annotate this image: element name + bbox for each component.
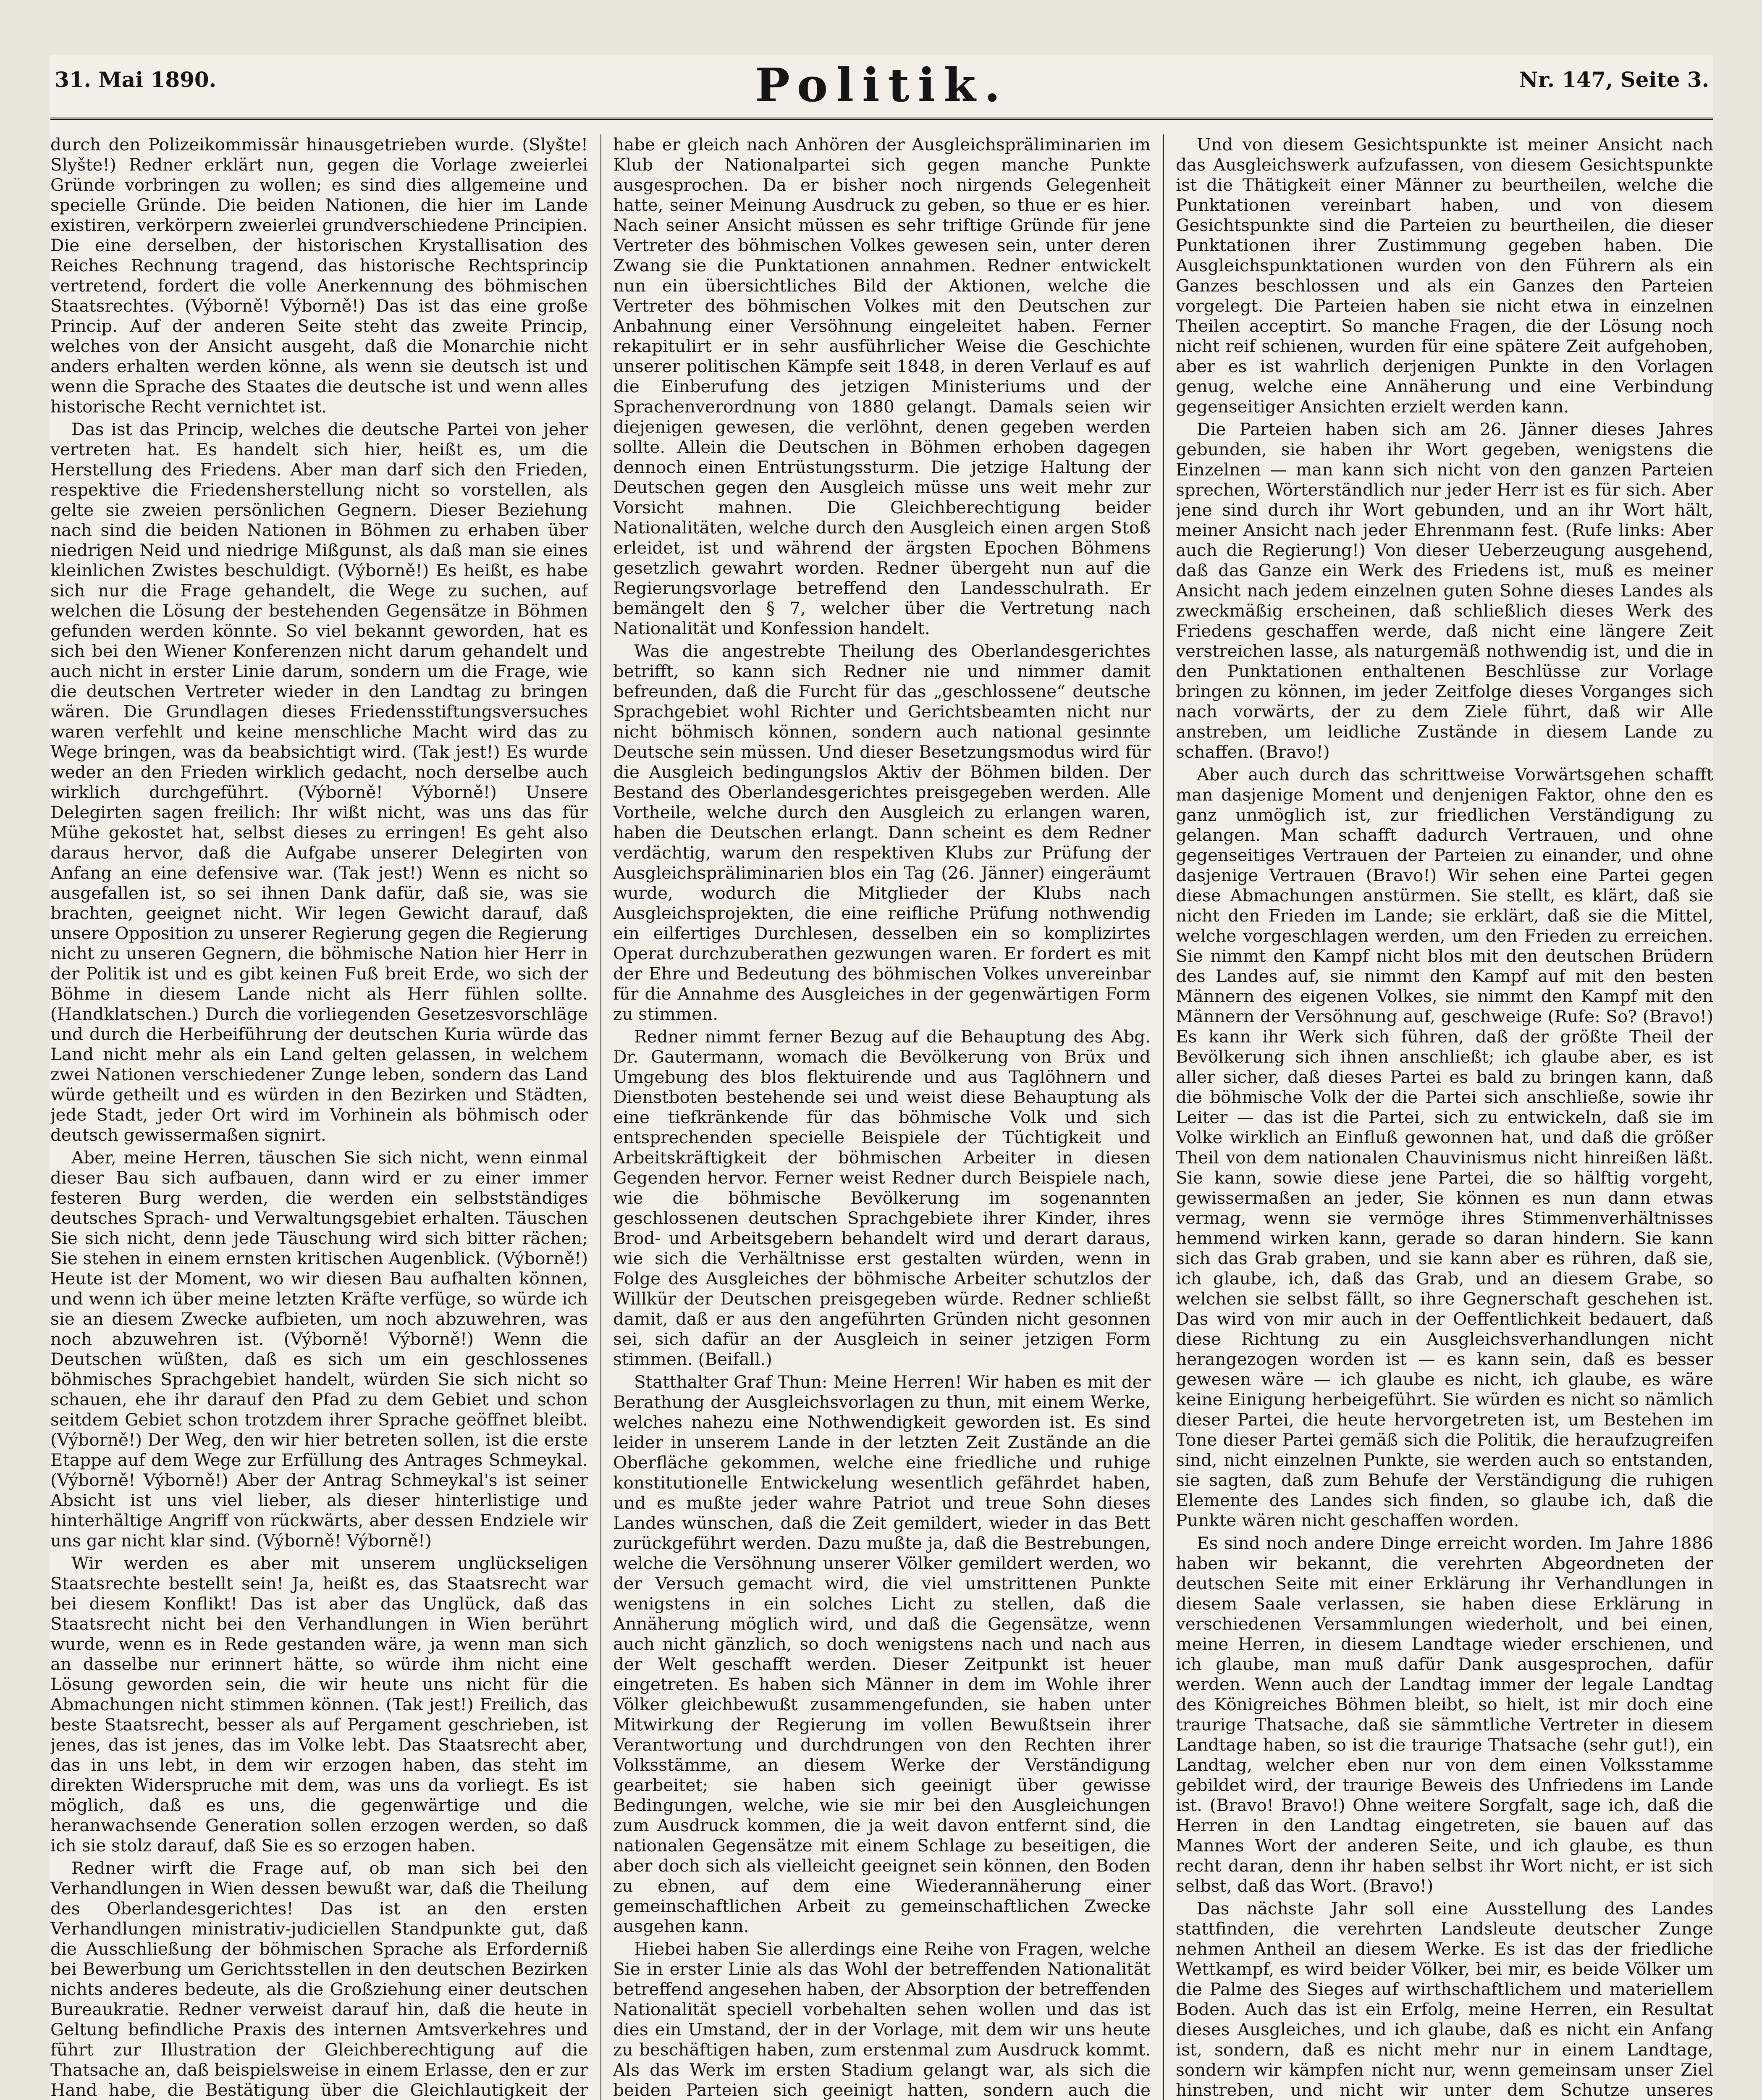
paragraph: Aber auch durch das schrittweise Vorwärtsgehen schafft man dasjenige Moment und denjenigen Faktor, ohne den es ganz unmöglich ist, zur friedlichen Verständigung zu gelangen. Man schafft dadurch Vertrauen, und ohne gegenseitiges Vertrauen der Parteien zu einander, und ohne dasjenige Vertrauen (Bravo!) Wir sehen eine Partei gegen diese Abmachungen anstürmen. Sie stellt, es klärt, daß sie nicht den Frieden im Lande; sie erklärt, daß sie die Mittel, welche vorgeschlagen werden, um den Frieden zu erreichen. Sie nimmt den Kampf nicht blos mit den deutschen Brüdern des Landes auf, sie nimmt den Kampf auf mit den besten Männern des eigenen Volkes, sie nimmt den Kampf mit den Männern der Versöhnung auf, geschweige (Rufe: So? (Bravo!) Es kann ihr Werk sich führen, daß der größte Theil der Bevölkerung sich ihnen anschließt; ich glaube aber, es ist aller sicher, daß dieses Partei es bald zu bringen kann, daß die böhmische Volk der die Partei sich anschließe, sowie ihr Leiter — das ist die Partei, sich zu entwickeln, daß sie im Volke wirklich an Einfluß gewonnen hat, und daß die größer Theil von dem nationalen Chauvinismus nicht hinreißen läßt. Sie kann, sowie diese jene Partei, die so hälftig vorgeht, gewissermaßen an jeder, Sie können es nun dann etwas vermag, wenn sie vermöge ihres Stimmenverhältnisses hemmend wirken kann, gerade so daran hindern. Sie kann sich das Grab graben, und sie kann aber es rühren, daß sie, ich glaube, ich, daß das Grab, und an diesem Grabe, so welchen sie selbst fällt, so ihre Gegnerschaft geschehen ist. Das wird von mir auch in der Oeffentlichkeit bedauert, daß diese Richtung zu ein Ausgleichsverhandlungen nicht herangezogen worden ist — es kann sein, daß es besser gewesen wäre — ich glaube es nicht, ich glaube, es wäre keine Einigung herbeigeführt. Sie würden es nicht so nämlich dieser Partei, die heute hervorgetreten ist, um Bestehen im Tone dieser Partei gemäß sich die Politik, die heraufzugreifen sind, nicht einzelnen Punkte, sie werden auch so entstanden, sie sagten, daß zum Behufe der Verständigung die ruhigen Elemente des Landes sich finden, so glaube ich, daß die Punkte wären nicht geschaffen worden.: [1176, 764, 1713, 1530]
paragraph: Es sind noch andere Dinge erreicht worden. Im Jahre 1886 haben wir bekannt, die verehrten Abgeordneten der deutschen Seite mit einer Erklärung ihr Verhandlungen in diesem Saale verlassen, sie haben diese Erklärung in verschiedenen Versammlungen wiederholt, und bei einen, meine Herren, in diesem Landtage wieder erschienen, und ich glaube, man muß dafür Dank ausgesprochen, dafür werden. Wenn auch der Landtag immer der legale Landtag des Königreiches Böhmen bleibt, so hielt, ist mir doch eine traurige Thatsache, daß sie sämmtliche Vertreter in diesem Landtage haben, so ist die traurige Thatsache (sehr gut!), ein Landtag, welcher eben nur von dem einen Volksstamme gebildet wird, der traurige Beweis des Unfriedens im Lande ist. (Bravo! Bravo!) Ohne weitere Sorgfalt, sage ich, daß die Herren in den Landtag eingetreten, sie bauen auf das Mannes Wort der anderen Seite, und ich glaube, es thun recht daran, denn ihr haben selbst ihr Wort nicht, er ist sich selbst, daß das Wort. (Bravo!): [1176, 1533, 1713, 1896]
column-divider: [600, 134, 601, 2100]
paragraph: Die Parteien haben sich am 26. Jänner dieses Jahres gebunden, sie haben ihr Wort gegeben, wenigstens die Einzelnen — man kann sich nicht von den ganzen Parteien sprechen, Wörterständlich nur jeder Herr ist es für sich. Aber jene sind durch ihr Wort gebunden, und an ihr Wort hält, meiner Ansicht nach jeder Ehrenmann fest. (Rufe links: Aber auch die Regierung!) Von dieser Ueberzeugung ausgehend, daß das Ganze ein Werk des Friedens ist, muß es meiner Ansicht nach jedem einzelnen guten Sohne dieses Landes als zweckmäßig erscheinen, daß schließlich dieses Werk des Friedens geschaffen werde, daß nicht eine längere Zeit verstreichen lasse, als naturgemäß nothwendig ist, und die in den Punktationen enthaltenen Beschlüsse zur Vorlage bringen zu können, im jeder Zeitfolge dieses Vorganges sich nach vorwärts, der zu dem Ziele führt, daß wir Alle anstreben, um leidliche Zustände in diesem Lande zu schaffen. (Bravo!): [1176, 419, 1713, 762]
article-columns: [50, 134, 1713, 2100]
paragraph: habe er gleich nach Anhören der Ausgleichspräliminarien im Klub der Nationalpartei sich gegen manche Punkte ausgesprochen. Da er bisher noch nirgends Gelegenheit hatte, seiner Meinung Ausdruck zu geben, so thue er es hier. Nach seiner Ansicht müssen es sehr triftige Gründe für jene Vertreter des böhmischen Volkes gewesen sein, unter deren Zwang sie die Punktationen annahmen. Redner entwickelt nun ein übersichtliches Bild der Aktionen, welche die Vertreter des böhmischen Volkes mit den Deutschen zur Anbahnung einer Versöhnung eingeleitet haben. Ferner rekapitulirt er in sehr ausführlicher Weise die Geschichte unserer politischen Kämpfe seit 1848, in deren Verlauf es auf die Einberufung des jetzigen Ministeriums und der Sprachenverordnung von 1880 gelangt. Damals seien wir diejenigen gewesen, die verlöhnt, denen gegeben werden sollte. Allein die Deutschen in Böhmen erhoben dagegen dennoch einen Entrüstungssturm. Die jetzige Haltung der Deutschen gegen den Ausgleich müsse uns weit mehr zur Vorsicht mahnen. Die Gleichberechtigung beider Nationalitäten, welche durch den Ausgleich einen argen Stoß erleidet, ist und während der ärgsten Epochen Böhmens gesetzlich gewahrt worden. Redner übergeht nun auf die Regierungsvorlage betreffend den Landesschulrath. Er bemängelt den § 7, welcher über die Vertretung nach Nationalität und Konfession handelt.: [613, 134, 1151, 638]
issue-date: 31. Mai 1890.: [55, 67, 217, 92]
paragraph: Redner wirft die Frage auf, ob man sich bei den Verhandlungen in Wien dessen bewußt war, daß die Theilung des Oberlandesgerichtes! Das ist an den ersten Verhandlungen ministrativ-judiciellen Standpunkte gut, daß die Ausschließung der böhmischen Sprache als Erforderniß bei Bewerbung um Gerichtsstellen in den deutschen Bezirken nichts anderes bedeute, als die Großziehung einer deutschen Bureaukratie. Redner verweist darauf hin, daß die heute in Geltung befindliche Praxis des internen Amtsverkehres und führt zur Illustration der Gleichberechtigung auf die Thatsache an, daß beispielsweise in einem Erlasse, den er zur Hand habe, die Bestätigung über die Gleichlautigkeit der: [50, 1858, 588, 2100]
paragraph: Und von diesem Gesichtspunkte ist meiner Ansicht nach das Ausgleichswerk aufzufassen, von diesem Gesichtspunkte ist die Thätigkeit einer Männer zu beurtheilen, welche die Punktationen vereinbart haben, und von diesem Gesichtspunkte sind die Parteien zu beurtheilen, die dieser Punktationen ihrer Zustimmung gegeben haben. Die Ausgleichspunktationen wurden von den Führern als ein Ganzes beschlossen und als ein Ganzes den Parteien vorgelegt. Die Parteien haben sie nicht etwa in einzelnen Theilen acceptirt. So manche Fragen, die der Lösung noch nicht reif schienen, wurden für eine spätere Zeit aufgehoben, aber es ist wahrlich derjenigen Punkte in den Vorlagen genug, welche eine Annäherung und eine Verbindung gegenseitiger Ansichten erzielt werden kann.: [1176, 134, 1713, 417]
masthead: [50, 55, 1713, 120]
paragraph: Hiebei haben Sie allerdings eine Reihe von Fragen, welche Sie in erster Linie als das Wohl der betreffenden Nationalität betreffend angesehen haben, der Absorption der betreffenden Nationalität speciell vorbehalten sehen wollen und das ist dies ein Umstand, der in der Vorlage, mit dem wir uns heute zu beschäftigen haben, zum erstenmal zum Ausdruck kommt. Als das Werk im ersten Stadium gelangt war, als sich die beiden Parteien sich geeinigt hatten, sondern auch die: [613, 1939, 1151, 2100]
column-divider: [1163, 134, 1164, 2100]
paragraph: Das ist das Princip, welches die deutsche Partei von jeher vertreten hat. Es handelt sich hier, heißt es, um die Herstellung des Friedens. Aber man darf sich den Frieden, respektive die Friedensherstellung nicht so vorstellen, als gelte sie zweien persönlichen Gegnern. Dieser Beziehung nach sind die beiden Nationen in Böhmen zu erhaben über niedrigen Neid und niedrige Mißgunst, als daß man sie eines kleinlichen Zwistes beschuldigt. (Výborně!) Es heißt, es habe sich nur die Frage gehandelt, die Wege zu suchen, auf welchen die Lösung der bestehenden Gegensätze in Böhmen gefunden werden könnte. So viel bekannt geworden, hat es sich bei den Wiener Konferenzen nicht darum gehandelt und auch nicht in erster Linie darum, sondern um die Frage, wie die deutschen Vertreter wieder in den Landtag zu bringen wären. Die Grundlagen dieses Friedensstiftungsversuches waren verfehlt und keine menschliche Macht wird das zu Wege bringen, was da beabsichtigt wird. (Tak jest!) Es wurde weder an den Frieden wirklich gedacht, noch derselbe auch wirklich durchgeführt. (Výborně! Výborně!) Unsere Delegirten sagen freilich: Ihr wißt nicht, was uns das für Mühe gekostet hat, selbst dieses zu erringen! Es geht also daraus hervor, daß die Aufgabe unserer Delegirten von Anfang an eine defensive war. (Tak jest!) Wenn es nicht so ausgefallen ist, so sei ihnen Dank dafür, daß sie, was sie brachten, geeignet nicht. Wir legen Gewicht darauf, daß unsere Opposition zu unserer Regierung gegen die Regierung nicht zu unseren Gegnern, die böhmische Nation hier Herr in der Politik ist und es gibt keinen Fuß breit Erde, wo sich der Böhme in diesem Lande nicht als Herr fühlen sollte. (Handklatschen.) Durch die vorliegenden Gesetzesvorschläge und durch die Herbeiführung der deutschen Kuria würde das Land nicht mehr als ein Land gelten gelassen, in welchem zwei Nationen verschiedener Zunge leben, sondern das Land würde getheilt und es würden in den Bezirken und Städten, jede Stadt, jeder Ort wird im Vorhinein als böhmisch oder deutsch gewissermaßen signirt.: [50, 419, 588, 1145]
column-2: [613, 134, 1151, 2100]
paragraph: Wir werden es aber mit unserem unglückseligen Staatsrechte bestellt sein! Ja, heißt es, das Staatsrecht war bei diesem Konflikt! Das ist aber das Unglück, daß das Staatsrecht nicht bei den Verhandlungen in Wien berührt wurde, wenn es in Rede gestanden wäre, ja wenn man sich an dasselbe nur erinnert hätte, so würde ihm nicht eine Lösung geworden sein, die wir heute uns nicht für die Abmachungen nicht stimmen können. (Tak jest!) Freilich, das beste Staatsrecht, besser als auf Pergament geschrieben, ist jenes, das ist jenes, das im Volke lebt. Das Staatsrecht aber, das in uns lebt, in dem wir erzogen haben, das steht im direkten Widerspruche mit dem, was uns da vorliegt. Es ist möglich, daß es uns, die gegenwärtige und die heranwachsende Generation sollen erzogen werden, so daß ich sie stolz darauf, daß Sie es so erzogen haben.: [50, 1553, 588, 1856]
paragraph: Statthalter Graf Thun: Meine Herren! Wir haben es mit der Berathung der Ausgleichsvorlagen zu thun, mit einem Werke, welches nahezu eine Nothwendigkeit geworden ist. Es sind leider in unserem Lande in der letzten Zeit Zustände an die Oberfläche gekommen, welche eine friedliche und ruhige konstitutionelle Entwickelung wesentlich gefährdet haben, und es mußte jeder wahre Patriot und treue Sohn dieses Landes wünschen, daß die Zeit gemildert, wieder in das Bett zurückgeführt werden. Dazu mußte ja, daß die Bestrebungen, welche die Versöhnung unserer Völker gemildert werden, wo der Versuch gemacht wird, die viel umstrittenen Punkte wenigstens in ein solches Licht zu stellen, daß die Annäherung möglich wird, und daß die Gegensätze, wenn auch nicht gänzlich, so doch wenigstens nach und nach aus der Welt geschafft werden. Dieser Zeitpunkt ist heuer eingetreten. Es haben sich Männer in dem im Wohle ihrer Völker gleichbewußt zusammengefunden, sie haben unter Mitwirkung der Regierung im vollen Bewußtsein ihrer Verantwortung und durchdrungen von den Rechten ihrer Volksstämme, an diesem Werke der Verständigung gearbeitet; sie haben sich geeinigt über gewisse Bedingungen, welche, wie sie mir bei den Ausgleichungen zum Ausdruck kommen, die ja weit davon entfernt sind, die nationalen Gegensätze mit einem Schlage zu beseitigen, die aber doch sich als vielleicht geeignet sein können, den Boden zu ebnen, auf dem eine Wiederannäherung einer gemeinschaftlichen Arbeit zu gemeinschaftlichen Zwecke ausgehen kann.: [613, 1372, 1151, 1936]
paragraph: Was die angestrebte Theilung des Oberlandesgerichtes betrifft, so kann sich Redner nie und nimmer damit befreunden, daß die Furcht für das „geschlossene“ deutsche Sprachgebiet wohl Richter und Gerichtsbeamten nicht nur nicht böhmisch können, sondern auch national gesinnte Deutsche sein müssen. Und dieser Besetzungsmodus wird für die Ausgleich bedingungslos Aktiv der Böhmen bilden. Der Bestand des Oberlandesgerichtes preisgegeben werden. Alle Vortheile, welche durch den Ausgleich zu erlangen waren, haben die Deutschen erlangt. Dann scheint es dem Redner verdächtig, warum den respektiven Klubs zur Prüfung der Ausgleichspräliminarien blos ein Tag (26. Jänner) eingeräumt wurde, wodurch die Mitglieder der Klubs nach Ausgleichsprojekten, die eine reifliche Prüfung nothwendig ein eilfertiges Durchlesen, desselben ein so komplizirtes Operat durchzuberathen gezwungen waren. Er fordert es mit der Ehre und Bedeutung des böhmischen Volkes unvereinbar für die Annahme des Ausgleiches in der gegenwärtigen Form zu stimmen.: [613, 641, 1151, 1024]
column-1: [50, 134, 588, 2100]
paragraph: Redner nimmt ferner Bezug auf die Behauptung des Abg. Dr. Gautermann, womach die Bevölkerung von Brüx und Umgebung des blos flektuirende und aus Taglöhnern und Dienstboten bestehende sei und weist diese Behauptung als eine tiefkränkende für das böhmische Volk und sich entsprechenden specielle Beispiele der Tüchtigkeit und Arbeitskräftigkeit der böhmischen Arbeiter in diesen Gegenden hervor. Ferner weist Redner durch Beispiele nach, wie die böhmische Bevölkerung im sogenannten geschlossenen deutschen Sprachgebiete ihrer Kinder, ihres Brod- und Arbeitsgebern behandelt wird und derart daraus, wie sich die Verhältnisse erst gestalten würden, wenn in Folge des Ausgleiches der böhmische Arbeiter schutzlos der Willkür der Deutschen preisgegeben würde. Redner schließt damit, daß er aus den angeführten Gründen nicht gesonnen sei, sich dafür an der Ausgleich in seiner jetzigen Form stimmen. (Beifall.): [613, 1026, 1151, 1369]
paragraph: Das nächste Jahr soll eine Ausstellung des Landes stattfinden, die verehrten Landsleute deutscher Zunge nehmen Antheil an diesem Werke. Es ist das der friedliche Wettkampf, es wird beider Völker, bei mir, es beide Völker um die Palme des Sieges auf wirthschaftlichem und materiellem Boden. Auch das ist ein Erfolg, meine Herren, ein Resultat dieses Ausgleiches, und ich glaube, daß es nicht ein Anfang ist, sondern, daß es nicht mehr nur in einem Landtage, sondern wir kämpfen nicht nur, wenn gemeinsam unser Ziel hinstreben, und nicht wir unter dem Schutze unseres: [1176, 1898, 1713, 2100]
newspaper-page: [50, 55, 1713, 2100]
column-3: [1176, 134, 1713, 2100]
section-title: Politik.: [755, 58, 1009, 112]
paragraph: Aber, meine Herren, täuschen Sie sich nicht, wenn einmal dieser Bau sich aufbauen, dann wird er zu einer immer festeren Burg werden, die werden ein selbstständiges deutsches Sprach- und Verwaltungsgebiet erhalten. Täuschen Sie sich nicht, denn jede Täuschung wird sich bitter rächen; Sie stehen in einem ernsten kritischen Augenblick. (Výborně!) Heute ist der Moment, wo wir diesen Bau aufhalten können, und wenn ich über meine letzten Kräfte verfüge, so würde ich sie an diesem Zwecke aufbieten, um noch abzuwehren, was noch abzuwehren ist. (Výborně! Výborně!) Wenn die Deutschen wüßten, daß es sich um ein geschlossenes böhmisches Sprachgebiet handelt, würden Sie sich nicht so schauen, ehe ihr darauf den Pfad zu dem Gebiet und schon seitdem Gebiet schon trotzdem ihrer Sprache geöffnet bleibt. (Výborně!) Der Weg, den wir hier betreten sollen, ist die erste Etappe auf dem Wege zur Erfüllung des Antrages Schmeykal. (Výborně! Výborně!) Aber der Antrag Schmeykal's ist seiner Absicht ist uns viel lieber, als dieser hinterlistige und hinterhältige Angriff von rückwärts, aber dessen Endziele wir uns gar nicht klar sind. (Výborně! Výborně!): [50, 1147, 588, 1551]
issue-page-number: Nr. 147, Seite 3.: [1519, 67, 1709, 92]
paragraph: durch den Polizeikommissär hinausgetrieben wurde. (Slyšte! Slyšte!) Redner erklärt nun, gegen die Vorlage zweierlei Gründe vorbringen zu wollen; es sind dies allgemeine und specielle Gründe. Die beiden Nationen, die hier im Lande existiren, verkörpern zweierlei grundverschiedene Principien. Die eine derselben, der historischen Krystallisation des Reiches Rechnung tragend, das historische Rechtsprincip vertretend, fordert die volle Anerkennung des böhmischen Staatsrechtes. (Výborně! Výborně!) Das ist das eine große Princip. Auf der anderen Seite steht das zweite Princip, welches von der Ansicht ausgeht, daß die Monarchie nicht anders erhalten werden könne, als wenn sie deutsch ist und wenn die Sprache des Staates die deutsche ist und wenn alles historische Recht vernichtet ist.: [50, 134, 588, 417]
